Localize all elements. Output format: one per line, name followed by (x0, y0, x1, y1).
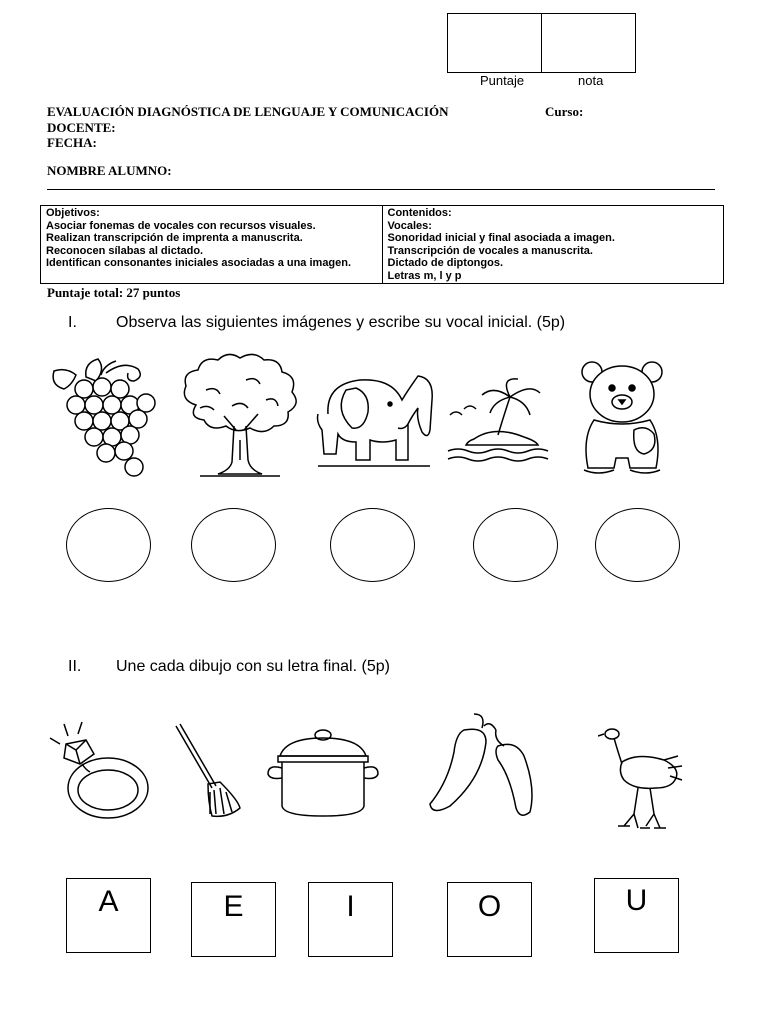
ring-illustration (46, 720, 154, 824)
letter-box-o[interactable] (447, 882, 532, 957)
fecha-label: FECHA: (47, 135, 97, 150)
objectives-heading: Objetivos: (46, 207, 100, 219)
contents-heading: Contenidos: (387, 207, 452, 219)
answer-oval-3[interactable] (330, 508, 415, 582)
tree-illustration (176, 350, 304, 480)
letter-e: E (223, 890, 244, 923)
bear-illustration (574, 358, 670, 482)
content-item: Vocales: (387, 219, 432, 232)
section-1-text: Observa las siguientes imágenes y escribe su vocal inicial. (5p) (116, 314, 566, 331)
page-title: EVALUACIÓN DIAGNÓSTICA DE LENGUAJE Y COMUNICACIÓN (47, 104, 449, 119)
content-item: Letras m, l y p (387, 269, 462, 282)
letter-box-u[interactable] (594, 878, 679, 953)
score-box (447, 13, 636, 73)
letter-i: I (346, 890, 355, 923)
pot-illustration (266, 728, 380, 820)
island-illustration (444, 375, 552, 463)
total-score: Puntaje total: 27 puntos (47, 285, 181, 300)
letter-box-e[interactable] (191, 882, 276, 957)
name-line (47, 189, 715, 190)
content-item: Sonoridad inicial y final asociada a imagen. (387, 232, 615, 244)
contents-cell (382, 206, 724, 284)
answer-oval-5[interactable] (595, 508, 680, 582)
content-item: Transcripción de vocales a manuscrita. (387, 244, 593, 257)
puntaje-label: Puntaje (480, 73, 525, 88)
answer-oval-4[interactable] (473, 508, 558, 582)
objective-item: Identifican consonantes iniciales asociadas a una imagen. (46, 257, 352, 269)
objectives-cell (41, 206, 383, 284)
letter-u: U (625, 884, 648, 917)
objectives-table (40, 205, 724, 284)
elephant-illustration (312, 370, 436, 478)
letter-a: A (98, 885, 119, 918)
section-2-text: Une cada dibujo con su letra final. (5p) (116, 658, 390, 675)
letter-o: O (477, 890, 502, 923)
section-2-number: II. (68, 658, 82, 675)
docente-label: DOCENTE: (47, 120, 116, 135)
content-item: Dictado de diptongos. (387, 257, 503, 269)
section-1-number: I. (68, 314, 77, 331)
curso-label: Curso: (545, 104, 584, 119)
nombre-alumno-label: NOMBRE ALUMNO: (47, 163, 172, 178)
peppers-illustration (424, 712, 544, 820)
letter-box-a[interactable] (66, 878, 151, 953)
puntaje-field[interactable] (448, 14, 541, 72)
objective-item: Reconocen sílabas al dictado. (46, 244, 204, 257)
grapes-illustration (46, 355, 162, 477)
nota-field[interactable] (541, 14, 635, 72)
letter-box-i[interactable] (308, 882, 393, 957)
ostrich-illustration (598, 722, 684, 832)
nota-label: nota (578, 73, 604, 88)
objective-item: Asociar fonemas de vocales con recursos visuales. (46, 219, 316, 232)
broom-illustration (172, 722, 244, 820)
objective-item: Realizan transcripción de imprenta a manuscrita. (46, 232, 303, 244)
answer-oval-2[interactable] (191, 508, 276, 582)
answer-oval-1[interactable] (66, 508, 151, 582)
